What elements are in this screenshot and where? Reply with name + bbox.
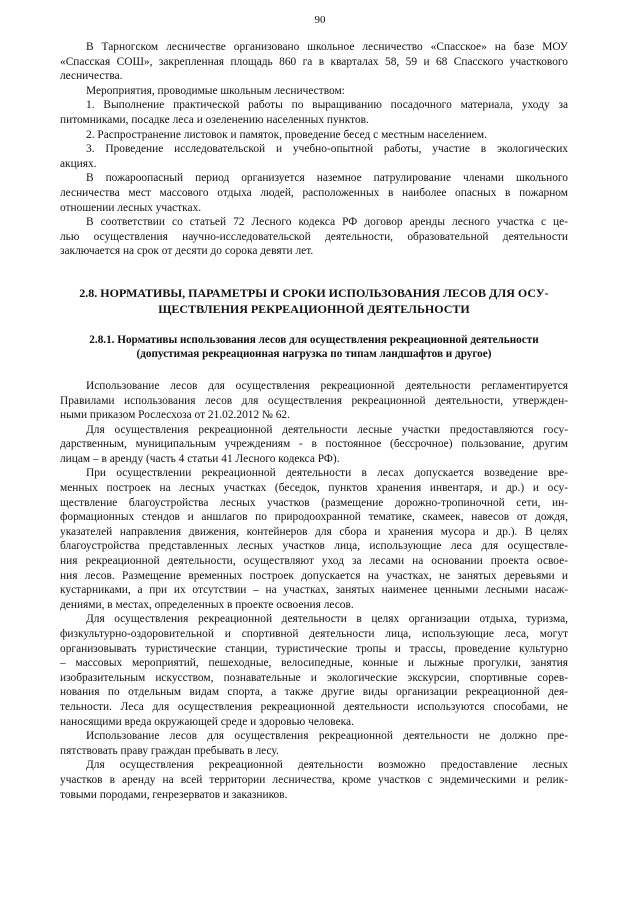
section-heading-line-2: ЩЕСТВЛЕНИЯ РЕКРЕАЦИОННОЙ ДЕЯТЕЛЬНОСТИ [158,301,470,316]
text-line: ния лесов. Размещение временных построек допускается на участках, не занятых деревьями и [60,569,568,582]
text-line: Использование лесов для осуществления рекреационной деятельности регламентируется [86,379,568,392]
text-line: отношении лесных участках. [60,201,202,214]
text-line: указателей направления движения, контейнеров для сбора и хранения мусора и др.). В целях [60,525,568,538]
subsection-heading-line-2: (допустимая рекреационная нагрузка по типам ландшафтов и другое) [136,347,492,360]
text-line: нования по отдельным видам спорта, а также другие виды организации рекреационной дея- [60,686,568,699]
text-line: ществление благоустройства лесных участков (размещение дорожно-тропиночной сети, ин- [60,496,568,509]
intro-section [60,40,568,259]
text-line: благоустройства представленных лесных участков лица, использующие леса для осуществле- [60,540,568,553]
text-line: Мероприятия, проводимые школьным лесничеством: [86,84,345,97]
text-line: ния рекреационной деятельности, осуществляют уход за лесами на основании проекта освое- [60,555,568,568]
text-line: пятствовать праву граждан пребывать в лесу. [60,744,279,757]
text-line: лесничества мест массового отдыха людей, расположенных в наиболее опасных в пожарном [60,186,568,199]
text-line: Для осуществления рекреационной деятельности лесные участки предоставляются госу- [86,423,568,436]
text-line: кустарниками, а при их отсутствии – на участках, занятых наименее ценными лесными насаж- [60,584,568,597]
text-line: Использование лесов для осуществления рекреационной деятельности не должно пре- [86,730,568,743]
text-line: тельности. Леса для осуществления рекреационной деятельности используются способами, не [60,700,568,713]
text-line: 3. Проведение исследовательской и учебно-опытной работы, участие в экологических [86,143,568,156]
text-line: формационных стендов и аншлагов по природоохранной тематике, скамеек, навесов от дождя, [60,511,568,524]
text-line: В пожароопасный период организуется наземное патрулирование членами школьного [86,172,568,185]
page-content [60,40,568,802]
text-line: менных построек на лесных участках (беседок, пунктов хранения инвентаря, и др.) и осу- [60,482,568,495]
body-section [60,379,568,802]
text-line: «Спасская СОШ», закрепленная площадь 860 га в кварталах 58, 59 и 68 Спасского участкового [60,55,568,68]
text-line: заключается на срок от десяти до сорока девяти лет. [60,245,314,258]
text-line: ными приказом Рослесхоза от 21.02.2012 № 62. [60,409,290,422]
subsection-heading-line-1: 2.8.1. Нормативы использования лесов для осуществления рекреационной деятельности [89,333,539,346]
text-line: В Тарногском лесничестве организовано школьное лесничество «Спасское» на базе МОУ [86,41,568,53]
section-heading-line-1: 2.8. НОРМАТИВЫ, ПАРАМЕТРЫ И СРОКИ ИСПОЛЬЗОВАНИЯ ЛЕСОВ ДЛЯ ОСУ- [79,285,549,300]
text-line: Для осуществления рекреационной деятельности возможно предоставление лесных [86,759,568,772]
text-line: лью осуществления научно-исследовательской деятельности, образовательной деятельности [60,230,568,243]
text-line: 2. Распространение листовок и памяток, проведение бесед с местным населением. [86,128,487,141]
text-line: В соответствии со статьей 72 Лесного кодекса РФ договор аренды лесного участка с це- [86,216,568,229]
text-line: Правилами использования лесов для осуществления рекреационной деятельности, утвержден- [60,394,568,407]
text-line: лицам – в аренду (часть 4 статьи 41 Лесного кодекса РФ). [60,452,340,465]
text-line: организовывать туристические станции, туристические тропы и трассы, проведение культурно [60,642,568,655]
text-line: Для осуществления рекреационной деятельности в целях организации отдыха, туризма, [86,613,568,626]
text-line: физкультурно-оздоровительной и спортивной деятельности лица, использующие леса, могут [60,628,568,640]
text-line: акциях. [60,157,97,170]
text-line: наносящими вреда окружающей среде и здоровью человека. [60,715,354,728]
text-line: участков в аренду на всей территории лесничества, кроме участков с эндемическими и релик- [60,773,568,786]
page-number: 90 [314,14,326,26]
text-line: – массовых мероприятий, пешеходные, велосипедные, конные и лыжные прогулки, занятия [60,657,568,670]
text-line: 1. Выполнение практической работы по выращиванию посадочного материала, уходу за [86,99,568,112]
text-line: дениями, в местах, определенных в проекте освоения лесов. [60,598,354,611]
text-line: При осуществлении рекреационной деятельности в лесах допускается возведение вре- [86,467,568,480]
text-line: дарственным, муниципальным учреждениям - в постоянное (бессрочное) пользование, другим [60,438,568,451]
text-line: изобразительным искусством, познавательные и экологические экскурсии, спортивные сорев- [60,671,568,684]
text-line: товыми породами, генрезерватов и заказников. [60,788,288,801]
text-line: лесничества. [60,70,123,83]
text-line: питомниками, посадке леса и озеленению населенных пунктов. [60,113,369,126]
